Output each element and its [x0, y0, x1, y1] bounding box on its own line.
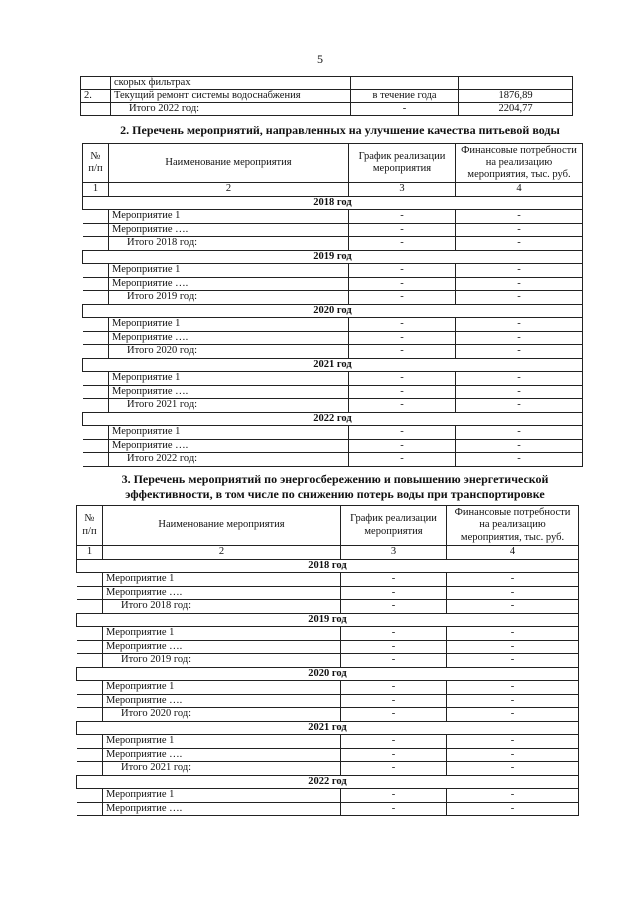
year-heading: 2018 год [77, 559, 579, 573]
table-row [77, 681, 579, 695]
activity-name-cell: Итого 2018 год: [103, 600, 341, 614]
row-number-cell [81, 103, 111, 116]
schedule-cell: - [349, 291, 456, 305]
row-number-cell [83, 426, 109, 440]
cost-cell: 1876,89 [459, 90, 573, 103]
activity-name-cell: Итого 2018 год: [109, 237, 349, 251]
row-number-cell [83, 385, 109, 399]
row-number-cell [83, 399, 109, 413]
column-number: 1 [83, 183, 109, 197]
finance-cell: - [447, 748, 579, 762]
finance-cell: - [456, 264, 583, 278]
row-number-cell [77, 735, 103, 749]
activity-name-cell: Мероприятие …. [103, 640, 341, 654]
activity-name-cell: Мероприятие …. [109, 223, 349, 237]
header-finance: Финансовые потребности на реализацию мероприятия, тыс. руб. [447, 506, 579, 546]
activity-name-cell: Мероприятие 1 [103, 789, 341, 803]
schedule-cell: - [341, 802, 447, 816]
row-number-cell [77, 681, 103, 695]
column-number: 4 [447, 546, 579, 560]
row-number-cell [77, 789, 103, 803]
finance-cell: - [447, 573, 579, 587]
activity-name-cell: Итого 2022 год: [111, 103, 351, 116]
header-schedule: График реализации мероприятия [341, 506, 447, 546]
section-3-title-line-1: 3. Перечень мероприятий по энергосбережению и повышению энергетической [121, 472, 549, 486]
table-row [81, 77, 573, 90]
schedule-cell: - [349, 372, 456, 386]
activity-name-cell: Мероприятие 1 [109, 210, 349, 224]
finance-cell: - [447, 627, 579, 641]
schedule-cell: - [349, 210, 456, 224]
finance-cell: - [447, 600, 579, 614]
activity-name-cell: Итого 2019 год: [109, 291, 349, 305]
activity-name-cell: Мероприятие …. [109, 439, 349, 453]
activity-name-cell: Мероприятие …. [109, 277, 349, 291]
header-name: Наименование мероприятия [109, 144, 349, 183]
schedule-cell: - [349, 237, 456, 251]
column-number: 2 [109, 183, 349, 197]
table-row [77, 586, 579, 600]
column-number-row [77, 546, 579, 560]
activity-name-cell: Мероприятие 1 [103, 573, 341, 587]
column-number: 3 [341, 546, 447, 560]
table-row [83, 210, 583, 224]
table-row [83, 399, 583, 413]
row-number-cell [77, 748, 103, 762]
column-number: 3 [349, 183, 456, 197]
activity-name-cell: Мероприятие 1 [109, 372, 349, 386]
finance-cell: - [456, 372, 583, 386]
page-number: 5 [317, 52, 323, 66]
table-row [77, 694, 579, 708]
schedule-cell: - [341, 681, 447, 695]
table-row [83, 385, 583, 399]
year-row [77, 775, 579, 789]
row-number-cell [83, 331, 109, 345]
activity-name-cell: Итого 2020 год: [109, 345, 349, 359]
row-number-cell [77, 802, 103, 816]
column-number: 4 [456, 183, 583, 197]
row-number-cell [83, 318, 109, 332]
table-row [77, 762, 579, 776]
row-number-cell: 2. [81, 90, 111, 103]
finance-cell: - [447, 586, 579, 600]
schedule-cell: - [349, 277, 456, 291]
activity-name-cell: Итого 2020 год: [103, 708, 341, 722]
year-row [83, 412, 583, 426]
table-row [77, 640, 579, 654]
table-row [83, 345, 583, 359]
activity-name-cell: Мероприятие …. [109, 385, 349, 399]
row-number-cell [83, 277, 109, 291]
activity-name-cell: Мероприятие 1 [103, 681, 341, 695]
year-row [83, 250, 583, 264]
table-row [77, 802, 579, 816]
schedule-cell: - [349, 318, 456, 332]
table-header-row [77, 506, 579, 546]
header-schedule: График реализации мероприятия [349, 144, 456, 183]
header-finance: Финансовые потребности на реализацию мероприятия, тыс. руб. [456, 144, 583, 183]
year-heading: 2019 год [83, 250, 583, 264]
table-row [77, 708, 579, 722]
finance-cell: - [447, 762, 579, 776]
schedule-cell [351, 77, 459, 90]
row-number-cell [77, 640, 103, 654]
finance-cell: - [456, 345, 583, 359]
table-row [83, 237, 583, 251]
row-number-cell [77, 694, 103, 708]
section-3-table [76, 505, 579, 816]
activity-name-cell: скорых фильтрах [111, 77, 351, 90]
schedule-cell: - [341, 654, 447, 668]
section-3-title-line-2: эффективности, в том числе по снижению потерь воды при транспортировке [125, 487, 545, 501]
row-number-cell [81, 77, 111, 90]
row-number-cell [83, 223, 109, 237]
column-number: 1 [77, 546, 103, 560]
activity-name-cell: Мероприятие …. [103, 586, 341, 600]
activity-name-cell: Мероприятие …. [103, 748, 341, 762]
year-heading: 2020 год [77, 667, 579, 681]
row-number-cell [77, 654, 103, 668]
row-number-cell [83, 237, 109, 251]
year-heading: 2019 год [77, 613, 579, 627]
row-number-cell [77, 627, 103, 641]
finance-cell: - [456, 399, 583, 413]
table-row [83, 264, 583, 278]
finance-cell: - [447, 708, 579, 722]
schedule-cell: - [341, 600, 447, 614]
row-number-cell [83, 453, 109, 467]
table-row [83, 223, 583, 237]
year-row [77, 667, 579, 681]
finance-cell: - [456, 331, 583, 345]
finance-cell: - [447, 802, 579, 816]
activity-name-cell: Мероприятие …. [103, 802, 341, 816]
finance-cell: - [456, 210, 583, 224]
row-number-cell [83, 210, 109, 224]
finance-cell: - [447, 789, 579, 803]
row-number-cell [77, 586, 103, 600]
table-row [83, 331, 583, 345]
schedule-cell: - [349, 426, 456, 440]
row-number-cell [83, 372, 109, 386]
table-header-row [83, 144, 583, 183]
row-number-cell [77, 600, 103, 614]
year-row [83, 358, 583, 372]
finance-cell: - [447, 681, 579, 695]
activity-name-cell: Текущий ремонт системы водоснабжения [111, 90, 351, 103]
schedule-cell: - [341, 573, 447, 587]
column-number: 2 [103, 546, 341, 560]
schedule-cell: - [351, 103, 459, 116]
finance-cell: - [456, 318, 583, 332]
row-number-cell [83, 345, 109, 359]
finance-cell: - [447, 694, 579, 708]
year-row [77, 613, 579, 627]
table-row [77, 627, 579, 641]
schedule-cell: - [341, 708, 447, 722]
schedule-cell: в течение года [351, 90, 459, 103]
table-row [77, 654, 579, 668]
table-row [83, 318, 583, 332]
cost-cell [459, 77, 573, 90]
year-heading: 2018 год [83, 196, 583, 210]
finance-cell: - [447, 654, 579, 668]
table-row [83, 426, 583, 440]
year-heading: 2021 год [83, 358, 583, 372]
schedule-cell: - [341, 789, 447, 803]
row-number-cell [77, 573, 103, 587]
row-number-cell [83, 439, 109, 453]
finance-cell: - [447, 735, 579, 749]
schedule-cell: - [349, 345, 456, 359]
year-row [77, 721, 579, 735]
year-heading: 2022 год [83, 412, 583, 426]
activity-name-cell: Итого 2019 год: [103, 654, 341, 668]
finance-cell: - [456, 426, 583, 440]
schedule-cell: - [349, 453, 456, 467]
finance-cell: - [447, 640, 579, 654]
activity-name-cell: Мероприятие 1 [109, 426, 349, 440]
schedule-cell: - [341, 735, 447, 749]
table-row [77, 573, 579, 587]
schedule-cell: - [341, 627, 447, 641]
activity-name-cell: Мероприятие …. [103, 694, 341, 708]
finance-cell: - [456, 237, 583, 251]
table-row [83, 291, 583, 305]
schedule-cell: - [349, 385, 456, 399]
cost-cell: 2204,77 [459, 103, 573, 116]
schedule-cell: - [341, 586, 447, 600]
schedule-cell: - [341, 694, 447, 708]
section-2-table [82, 143, 583, 467]
schedule-cell: - [341, 748, 447, 762]
header-name: Наименование мероприятия [103, 506, 341, 546]
activity-name-cell: Мероприятие 1 [103, 735, 341, 749]
column-number-row [83, 183, 583, 197]
activity-name-cell: Мероприятие …. [109, 331, 349, 345]
table-row [81, 103, 573, 116]
section-2-title: 2. Перечень мероприятий, направленных на улучшение качества питьевой воды [120, 123, 560, 137]
table-row [77, 600, 579, 614]
year-heading: 2022 год [77, 775, 579, 789]
table-row [83, 439, 583, 453]
year-row [77, 559, 579, 573]
finance-cell: - [456, 385, 583, 399]
schedule-cell: - [341, 640, 447, 654]
activity-name-cell: Мероприятие 1 [109, 264, 349, 278]
activity-name-cell: Итого 2021 год: [109, 399, 349, 413]
schedule-cell: - [349, 439, 456, 453]
schedule-cell: - [349, 223, 456, 237]
table-row [83, 453, 583, 467]
year-row [83, 304, 583, 318]
header-num: № п/п [83, 144, 109, 183]
table-row [83, 277, 583, 291]
header-num: № п/п [77, 506, 103, 546]
schedule-cell: - [349, 399, 456, 413]
activity-name-cell: Мероприятие 1 [103, 627, 341, 641]
activity-name-cell: Итого 2022 год: [109, 453, 349, 467]
table-row [77, 735, 579, 749]
year-heading: 2020 год [83, 304, 583, 318]
table-row [77, 789, 579, 803]
table-row [81, 90, 573, 103]
table-row [83, 372, 583, 386]
schedule-cell: - [341, 762, 447, 776]
schedule-cell: - [349, 331, 456, 345]
row-number-cell [83, 291, 109, 305]
schedule-cell: - [349, 264, 456, 278]
row-number-cell [83, 264, 109, 278]
activity-name-cell: Итого 2021 год: [103, 762, 341, 776]
finance-cell: - [456, 291, 583, 305]
top-table [80, 76, 573, 116]
finance-cell: - [456, 223, 583, 237]
row-number-cell [77, 708, 103, 722]
activity-name-cell: Мероприятие 1 [109, 318, 349, 332]
finance-cell: - [456, 439, 583, 453]
year-row [83, 196, 583, 210]
row-number-cell [77, 762, 103, 776]
year-heading: 2021 год [77, 721, 579, 735]
finance-cell: - [456, 453, 583, 467]
finance-cell: - [456, 277, 583, 291]
table-row [77, 748, 579, 762]
